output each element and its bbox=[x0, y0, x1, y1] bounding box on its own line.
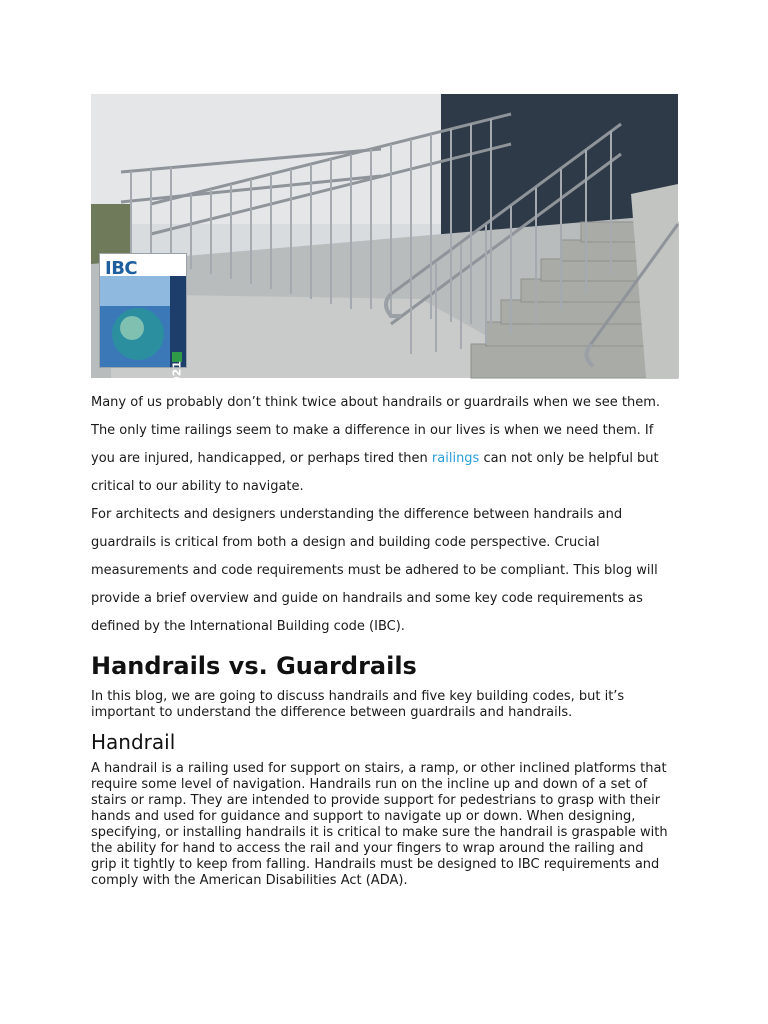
intro-line: guardrails is critical from both a design and building code perspective. Crucial bbox=[91, 535, 600, 550]
section-paragraph bbox=[91, 689, 681, 721]
handrail-line: A handrail is a railing used for support on stairs, a ramp, or other inclined platforms that bbox=[91, 761, 667, 776]
section-line: important to understand the difference between guardrails and handrails. bbox=[91, 705, 573, 720]
handrail-line: specifying, or installing handrails it is critical to make sure the handrail is graspable with bbox=[91, 825, 668, 840]
intro-line: For architects and designers understanding the difference between handrails and bbox=[91, 507, 623, 522]
handrail-line: comply with the American Disabilities Act (ADA). bbox=[91, 873, 408, 888]
intro-line: critical to our ability to navigate. bbox=[91, 479, 304, 494]
intro-line bbox=[91, 445, 681, 473]
ibc-year: 2021 bbox=[171, 361, 184, 392]
handrail-paragraph bbox=[91, 761, 681, 889]
handrail-line: grip it tightly to keep from falling. Handrails must be designed to IBC requirements and bbox=[91, 857, 660, 872]
section-line: In this blog, we are going to discuss handrails and five key building codes, but it’s bbox=[91, 689, 625, 704]
intro-section bbox=[91, 389, 681, 641]
handrail-heading: Handrail bbox=[91, 730, 176, 754]
ibc-book-cover bbox=[99, 253, 187, 392]
intro-text-after-link: can not only be helpful but bbox=[479, 451, 659, 466]
hero-image bbox=[91, 94, 678, 392]
ibc-logo: IBC bbox=[105, 258, 138, 279]
intro-line: Many of us probably don’t think twice about handrails or guardrails when we see them. bbox=[91, 395, 661, 410]
handrail-line: stairs or ramp. They are intended to provide support for pedestrians to grasp with their bbox=[91, 793, 661, 808]
handrail-line: require some level of navigation. Handrails run on the incline up and down of a set of bbox=[91, 777, 648, 792]
railings-link[interactable]: railings bbox=[431, 451, 480, 466]
intro-line: defined by the International Building code (IBC). bbox=[91, 619, 405, 634]
handrail-line: hands and used for guidance and support to navigate up or down. When designing, bbox=[91, 809, 636, 824]
section-heading: Handrails vs. Guardrails bbox=[91, 652, 417, 680]
intro-line: The only time railings seem to make a difference in our lives is when we need them. If bbox=[91, 423, 654, 438]
handrail-line: the ability for hand to access the rail and your fingers to wrap around the railing and bbox=[91, 841, 644, 856]
intro-line: measurements and code requirements must be adhered to be compliant. This blog will bbox=[91, 563, 658, 578]
article bbox=[91, 94, 681, 889]
intro-text-before-link: you are injured, handicapped, or perhaps tired then bbox=[91, 451, 432, 466]
intro-line: provide a brief overview and guide on handrails and some key code requirements as bbox=[91, 591, 643, 606]
